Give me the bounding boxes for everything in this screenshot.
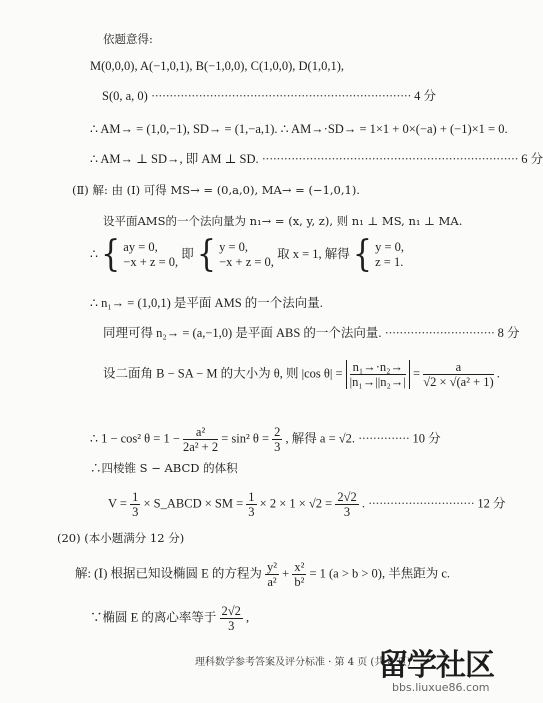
left-brace: { [101, 233, 121, 276]
watermark-logo: 留学社区 [378, 648, 494, 683]
dot-leader: ······································································· [150, 89, 411, 103]
two-thirds-fraction: $\frac{2}{3}$ [274, 425, 281, 454]
solve-a-line: ∴ 1 − cos² θ = 1 − $\frac{\text{a²}}{\text{2a² + 2}}$ = sin² θ = $\frac{2}{3}$ , 解得 a = √2. ·············· 10 分 [90, 425, 441, 454]
normal-vector-line: 设平面AMS的一个法向量为 n₁→ = (x, y, z), 则 n₁ ⊥ MS, n₁ ⊥ MA. [103, 214, 463, 228]
eccentricity-line: ∵椭圆 E 的离心率等于 $\frac{2√2}{3}$ , [90, 604, 250, 633]
watermark-url: bbs.liuxue86.com [392, 681, 490, 694]
abs-fraction: $\frac{\text{n₁→·n₂→}}{\text{|n₁→||n₂→|}}$ [346, 360, 410, 389]
take-x: 取 x = 1, 解得 [277, 246, 350, 261]
text-line: 依题意得: [103, 32, 153, 46]
cos-fraction: $\frac{a}{\text{√2 × √(a² + 1)}}$ [423, 360, 494, 389]
vector-line: ∴ AM→ = (1,0,−1), SD→ = (1,−a,1). ∴ AM→·SD→ = 1×1 + 0×(−a) + (−1)×1 = 0. [90, 122, 508, 136]
dot-leader: ····························· [368, 496, 475, 511]
page-footer: 理科数学参考答案及评分标准 · 第 4 页 (共 8 页) [195, 657, 411, 668]
dot-leader: ······································································ [261, 152, 519, 166]
ellipse-equation-line: 解: (Ⅰ) 根据已知设椭圆 E 的方程为 $\frac{\text{y²}}{\text{a²}}$ + $\frac{\text{x²}}{\text{b²}}$ = 1 (a > b > 0), 半焦距为 c. [75, 560, 451, 589]
dot-leader: ·············· [358, 431, 410, 446]
coordinates-line: M(0,0,0), A(−1,0,1), B(−1,0,0), C(1,0,0), D(1,0,1), [90, 59, 345, 73]
normal-vector-2-text: 同理可得 n₂→ = (a,−1,0) 是平面 ABS 的一个法向量. [103, 326, 382, 340]
volume-formula-line: V = $\frac{1}{3}$ × S_ABCD × SM = $\frac{1}{3}$ × 2 × 1 × √2 = $\frac{2√2}{3}$ . ····························· 12 分 [108, 490, 506, 519]
cos-squared-fraction: $\frac{\text{a²}}{\text{2a² + 2}}$ [183, 425, 219, 454]
part-two-line: (Ⅱ) 解: 由 (Ⅰ) 可得 MS→ = (0,a,0), MA→ = (−1,0,1). [72, 183, 360, 197]
point-s: S(0, a, 0) [102, 89, 148, 103]
system-3: y = 0, z = 1. [375, 240, 405, 269]
dot-leader: ······························ [384, 326, 495, 340]
score-mark: 4 分 [414, 89, 437, 103]
score-mark: 12 分 [477, 496, 506, 511]
left-brace: { [196, 233, 216, 276]
system-1: ay = 0, −x + z = 0, [123, 240, 179, 269]
system-2: y = 0, −x + z = 0, [219, 240, 274, 269]
normal-vector-result: ∴ n₁→ = (1,0,1) 是平面 AMS 的一个法向量. [90, 296, 323, 310]
score-mark: 6 分 [521, 152, 543, 166]
perpendicular-line [90, 151, 543, 167]
dihedral-text: 设二面角 B − SA − M 的大小为 θ, 则 |cos θ| = [103, 366, 343, 381]
score-mark: 10 分 [412, 431, 441, 446]
coordinates-s-line [102, 88, 436, 104]
left-brace: { [352, 233, 372, 276]
normal-vector-2-line [103, 325, 520, 341]
score-mark: 8 分 [497, 326, 520, 340]
equation-system-line: ∴ { ay = 0, −x + z = 0, 即 { y = 0, −x + z = 0, 取 x = 1, 解得 { y = 0, z = 1. [90, 233, 405, 276]
dihedral-angle-line: 设二面角 B − SA − M 的大小为 θ, 则 |cos θ| = $\frac{\text{n₁→·n₂→}}{\text{|n₁→||n₂→|}}$ = $\frac{a}{\text{√2 × √(a² + 1)}}$ . [103, 360, 500, 389]
ji-word: 即 [181, 246, 194, 261]
problem-20-heading: (20) (本小题满分 12 分) [57, 531, 185, 545]
perpendicular-text: ∴ AM→ ⊥ SD→, 即 AM ⊥ SD. [90, 152, 259, 166]
volume-heading: ∴四棱锥 S − ABCD 的体积 [90, 461, 238, 475]
